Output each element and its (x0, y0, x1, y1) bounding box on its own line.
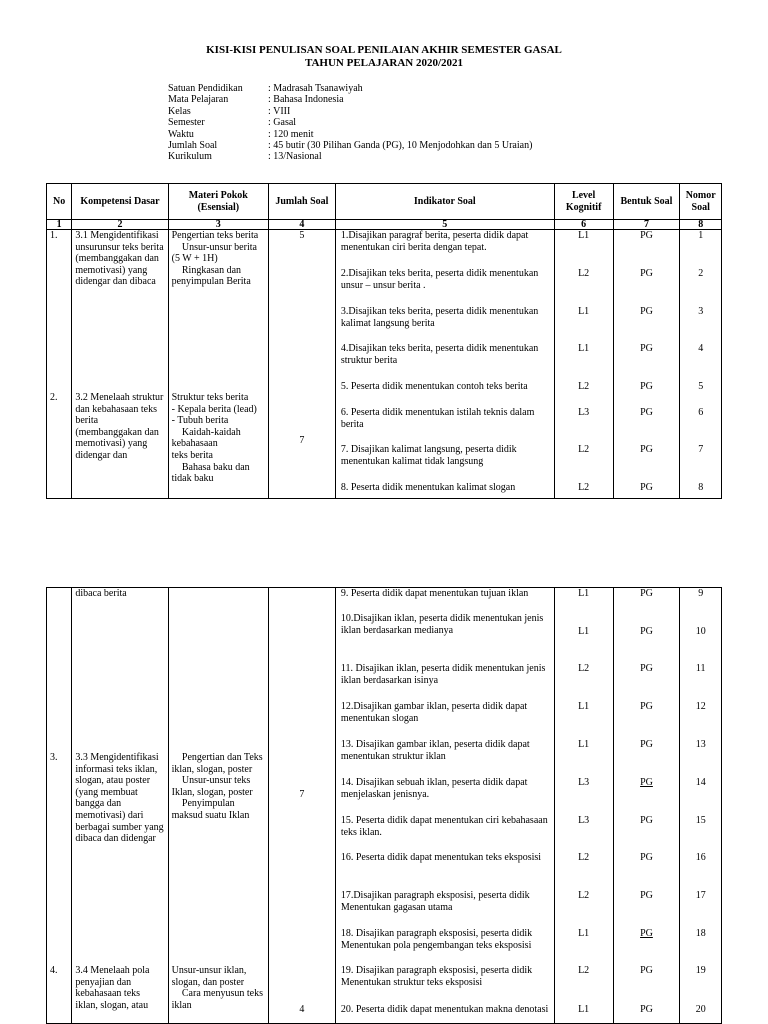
kisi-kisi-table-part2 (46, 587, 722, 1024)
indikator-text: 1.Disajikan paragraf berita, peserta didik dapat menentukan ciri berita dengan tepat. (340, 230, 529, 253)
nomor-cell (680, 588, 722, 1024)
level-value: L2 (578, 965, 590, 976)
column-number: 8 (680, 220, 722, 230)
materi-cell (168, 588, 268, 1024)
group-number: 2. (50, 392, 58, 403)
indikator-text: 3.Disajikan teks berita, peserta didik menentukan kalimat langsung berita (340, 306, 539, 329)
jumlah-soal-value: 5 (299, 230, 305, 241)
meta-key: Jumlah Soal (168, 139, 218, 151)
column-number: 1 (47, 220, 72, 230)
bentuk-cell (613, 588, 680, 1024)
column-number: 7 (613, 220, 680, 230)
bentuk-value: PG (640, 444, 653, 455)
bentuk-value: PG (640, 777, 653, 788)
bentuk-value: PG (640, 230, 653, 241)
level-value: L1 (578, 588, 590, 599)
meta-value: : 45 butir (30 Pilihan Ganda (PG), 10 Menjodohkan dan 5 Uraian) (268, 139, 533, 151)
no-cell (47, 588, 72, 1024)
nomor-value: 4 (698, 343, 704, 354)
nomor-value: 3 (698, 306, 704, 317)
indikator-text: 2.Disajikan teks berita, peserta didik menentukan unsur – unsur berita . (340, 268, 539, 291)
level-value: L1 (578, 701, 590, 712)
level-value: L1 (578, 739, 590, 750)
level-value: L2 (578, 268, 590, 279)
indikator-text: 20. Peserta didik dapat menentukan makna denotasi (340, 1004, 549, 1015)
indikator-text: 5. Peserta didik menentukan contoh teks berita (340, 381, 528, 392)
level-value: L1 (578, 1004, 590, 1015)
bentuk-value: PG (640, 663, 653, 674)
meta-row (168, 83, 532, 94)
meta-key: Waktu (168, 128, 194, 140)
group-number: 4. (50, 965, 58, 976)
level-cell (554, 588, 613, 1024)
materi-pokok-text: Pengertian dan Teks iklan, slogan, poster Unsur-unsur teks Iklan, slogan, poster Penyimpulan maksud suatu Iklan (171, 752, 258, 821)
indikator-text: 19. Disajikan paragraph eksposisi, peserta didik Menentukan struktur teks eksposisi (340, 965, 533, 988)
level-value: L1 (578, 928, 590, 939)
document-meta (168, 83, 532, 163)
nomor-value: 2 (698, 268, 704, 279)
indikator-text: 6. Peserta didik menentukan istilah teknis dalam berita (340, 407, 535, 430)
materi-pokok-text: Unsur-unsur iklan, slogan, dan poster Cara menyusun teks iklan (171, 965, 253, 1011)
jumlah-soal-value: 7 (299, 435, 305, 446)
header-kompetensi-dasar: Kompetensi Dasar (72, 184, 168, 220)
materi-pokok-text: Struktur teks berita - Kepala berita (lead) - Tubuh berita Kaidah-kaidah kebahasaan teks berita Bahasa baku dan tidak baku (171, 392, 262, 485)
level-value: L1 (578, 306, 590, 317)
header-materi-pokok: Materi Pokok (Esensial) (168, 184, 268, 220)
meta-value: : VIII (268, 105, 291, 117)
level-value: L2 (578, 381, 590, 392)
indikator-cell (335, 230, 554, 499)
nomor-value: 16 (695, 852, 706, 863)
level-value: L1 (578, 626, 590, 637)
level-value: L2 (578, 663, 590, 674)
nomor-value: 15 (695, 815, 706, 826)
bentuk-value: PG (640, 482, 653, 493)
bentuk-value: PG (640, 343, 653, 354)
nomor-value: 7 (698, 444, 704, 455)
nomor-value: 8 (698, 482, 704, 493)
header-indikator-soal: Indikator Soal (335, 184, 554, 220)
nomor-value: 1 (698, 230, 704, 241)
meta-value: : 120 menit (268, 128, 314, 140)
bentuk-value: PG (640, 890, 653, 901)
bentuk-value: PG (640, 965, 653, 976)
level-value: L3 (578, 777, 590, 788)
bentuk-value: PG (640, 588, 653, 599)
level-value: L2 (578, 444, 590, 455)
no-cell (47, 230, 72, 499)
nomor-value: 13 (695, 739, 706, 750)
nomor-value: 18 (695, 928, 706, 939)
meta-value: : Bahasa Indonesia (268, 94, 344, 106)
meta-row (168, 129, 532, 140)
indikator-text: 4.Disajikan teks berita, peserta didik menentukan struktur berita (340, 343, 539, 366)
indikator-text: 17.Disajikan paragraph eksposisi, peserta didik Menentukan gagasan utama (340, 890, 530, 913)
indikator-text: 8. Peserta didik menentukan kalimat slogan (340, 482, 516, 493)
column-number: 6 (554, 220, 613, 230)
indikator-text: 7. Disajikan kalimat langsung, peserta didik menentukan kalimat tidak langsung (340, 444, 517, 467)
kompetensi-dasar-text: 3.1 Mengidentifikasi unsurunsur teks berita (membanggakan dan memotivasi) yang didengar dan dibaca (75, 230, 164, 288)
jumlah-soal-value: 4 (299, 1004, 305, 1015)
level-value: L2 (578, 890, 590, 901)
materi-pokok-text: Pengertian teks berita Unsur-unsur berita (5 W + 1H) Ringkasan dan penyimpulan Berita (171, 230, 259, 288)
meta-row (168, 117, 532, 128)
bentuk-value: PG (640, 381, 653, 392)
nomor-value: 5 (698, 381, 704, 392)
jumlah-soal-value: 7 (299, 789, 305, 800)
indikator-text: 10.Disajikan iklan, peserta didik menentukan jenis iklan berdasarkan medianya (340, 613, 544, 636)
meta-key: Kelas (168, 105, 191, 117)
nomor-value: 17 (695, 890, 706, 901)
bentuk-value: PG (640, 407, 653, 418)
level-value: L3 (578, 407, 590, 418)
level-value: L1 (578, 230, 590, 241)
nomor-value: 9 (698, 588, 704, 599)
indikator-text: 9. Peserta didik dapat menentukan tujuan iklan (340, 588, 529, 599)
bentuk-value: PG (640, 852, 653, 863)
level-value: L2 (578, 852, 590, 863)
header-level-kognitif: Level Kognitif (554, 184, 613, 220)
indikator-text: 14. Disajikan sebuah iklan, peserta didik dapat menjelaskan jenisnya. (340, 777, 528, 800)
meta-key: Semester (168, 117, 205, 129)
header-no: No (47, 184, 72, 220)
nomor-value: 10 (695, 626, 706, 637)
jumlah-cell (268, 230, 335, 499)
document-title: KISI-KISI PENULISAN SOAL PENILAIAN AKHIR SEMESTER GASAL (206, 44, 562, 56)
nomor-value: 19 (695, 965, 706, 976)
nomor-cell (680, 230, 722, 499)
kd-cell (72, 230, 168, 499)
kompetensi-dasar-text: 3.3 Mengidentifikasi informasi teks iklan, slogan, atau poster (yang membuat bangga dan memotivasi) dari berbagai sumber yang dibaca dan didengar (75, 752, 164, 845)
nomor-value: 6 (698, 407, 704, 418)
document-subtitle: TAHUN PELAJARAN 2020/2021 (304, 57, 464, 69)
kompetensi-dasar-text: 3.2 Menelaah struktur dan kebahasaan teks berita (membanggakan dan memotivasi) yang didengar dan (75, 392, 164, 461)
meta-key: Mata Pelajaran (168, 94, 229, 106)
level-value: L1 (578, 343, 590, 354)
bentuk-value: PG (640, 1004, 653, 1015)
meta-row (168, 106, 532, 117)
column-number: 2 (72, 220, 168, 230)
meta-row (168, 94, 532, 105)
bentuk-value: PG (640, 701, 653, 712)
kd-cell (72, 588, 168, 1024)
meta-row (168, 140, 532, 151)
indikator-text: 12.Disajikan gambar iklan, peserta didik dapat menentukan slogan (340, 701, 528, 724)
column-number: 3 (168, 220, 268, 230)
bentuk-value: PG (640, 928, 653, 939)
bentuk-value: PG (640, 739, 653, 750)
header-nomor-soal: Nomor Soal (680, 184, 722, 220)
level-value: L3 (578, 815, 590, 826)
column-number: 4 (268, 220, 335, 230)
column-number: 5 (335, 220, 554, 230)
nomor-value: 14 (695, 777, 706, 788)
indikator-text: 15. Peserta didik dapat menentukan ciri kebahasaan teks iklan. (340, 815, 548, 838)
meta-key: Satuan Pendidikan (168, 83, 243, 94)
kompetensi-dasar-text: 3.4 Menelaah pola penyajian dan kebahasaan teks iklan, slogan, atau (75, 965, 150, 1011)
materi-cell (168, 230, 268, 499)
bentuk-value: PG (640, 306, 653, 317)
bentuk-value: PG (640, 815, 653, 826)
bentuk-cell (613, 230, 680, 499)
kisi-kisi-table-part1 (46, 183, 722, 499)
nomor-value: 11 (695, 663, 706, 674)
indikator-text: 18. Disajikan paragraph eksposisi, peserta didik Menentukan pola pengembangan teks eksposisi (340, 928, 533, 951)
meta-value: : Madrasah Tsanawiyah (268, 83, 363, 94)
level-value: L2 (578, 482, 590, 493)
indikator-text: 13. Disajikan gambar iklan, peserta didik dapat menentukan struktur iklan (340, 739, 530, 762)
nomor-value: 20 (695, 1004, 706, 1015)
meta-row (168, 151, 532, 162)
indikator-cell (335, 588, 554, 1024)
bentuk-value: PG (640, 268, 653, 279)
jumlah-cell (268, 588, 335, 1024)
kompetensi-dasar-text: dibaca berita (75, 588, 127, 599)
bentuk-value: PG (640, 626, 653, 637)
group-number: 1. (50, 230, 58, 241)
meta-value: : Gasal (268, 117, 297, 129)
header-jumlah-soal: Jumlah Soal (268, 184, 335, 220)
indikator-text: 16. Peserta didik dapat menentukan teks eksposisi (340, 852, 542, 863)
indikator-text: 11. Disajikan iklan, peserta didik menentukan jenis iklan berdasarkan isinya (340, 663, 546, 686)
header-bentuk-soal: Bentuk Soal (613, 184, 680, 220)
meta-key: Kurikulum (168, 151, 212, 163)
nomor-value: 12 (695, 701, 706, 712)
level-cell (554, 230, 613, 499)
meta-value: : 13/Nasional (268, 151, 322, 163)
group-number: 3. (50, 752, 58, 763)
